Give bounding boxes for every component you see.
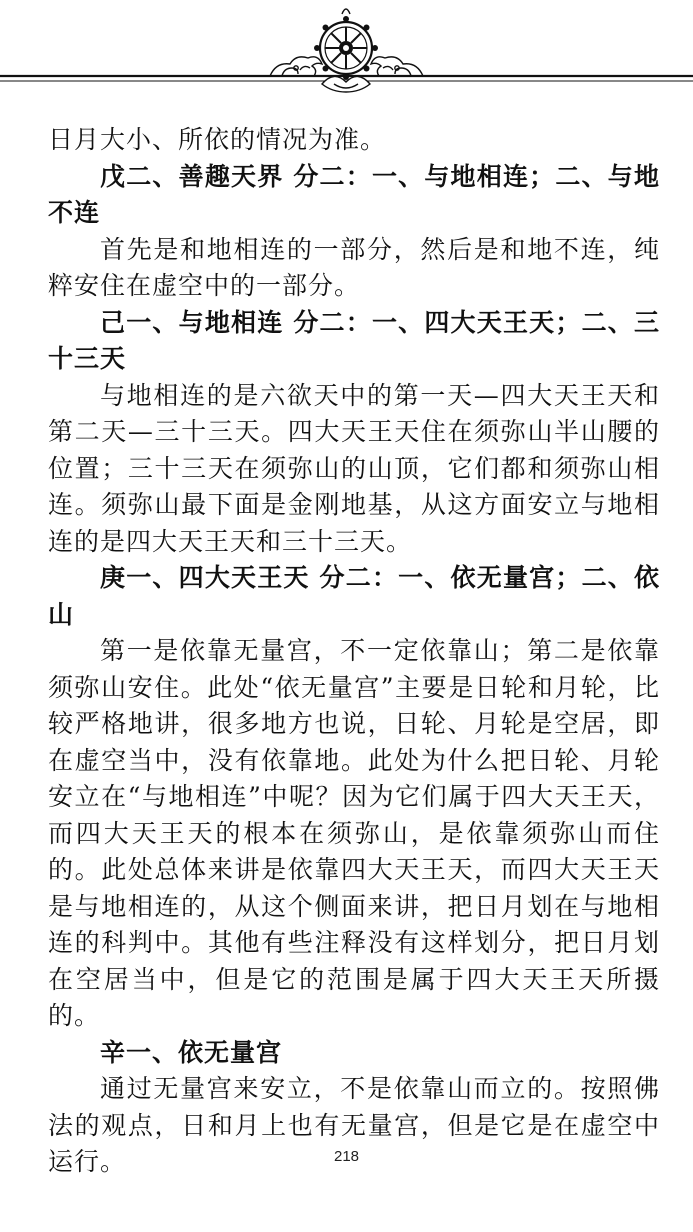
section-heading: 己一、与地相连 分二：一、四大天王天；二、三十三天 bbox=[48, 307, 660, 373]
section-heading: 庚一、四大天王天 分二：一、依无量宫；二、依山 bbox=[48, 563, 660, 629]
body-paragraph: 通过无量宫来安立，不是依靠山而立的。按照佛法的观点，日和月上也有无量宫，但是它是在虚空中运行。 bbox=[48, 1074, 660, 1176]
page-header-ornament bbox=[0, 0, 693, 110]
right-cloud-ornament bbox=[371, 57, 423, 76]
left-cloud-ornament bbox=[270, 57, 322, 76]
section-heading: 辛一、依无量宫 bbox=[100, 1037, 283, 1067]
body-paragraph: 日月大小、所依的情况为准。 bbox=[48, 125, 387, 154]
body-paragraph: 与地相连的是六欲天中的第一天—四大天王天和第二天—三十三天。四大天王天住在须弥山半山腰的位置；三十三天在须弥山的山顶，它们都和须弥山相连。须弥山最下面是金刚地基，从这方面安立与地相连的是四大天王天和三十三天。 bbox=[48, 380, 660, 556]
body-paragraph: 第一是依靠无量宫，不一定依靠山；第二是依靠须弥山安住。此处“依无量宫”主要是日轮和月轮，比较严格地讲，很多地方也说，日轮、月轮是空居，即在虚空当中，没有依靠地。此处为什么把日轮、月轮安立在“与地相连”中呢？因为它们属于四大天王天，而四大天王天的根本在须弥山，是依靠须弥山而住的。此处总体来讲是依靠四大天王天，而四大天王天是与地相连的，从这个侧面来讲，把日月划在与地相连的科判中。其他有些注释没有这样划分，把日月划在空居当中，但是它的范围是属于四大天王天所摄的。 bbox=[48, 636, 660, 1030]
page-body bbox=[48, 122, 660, 1181]
body-paragraph: 首先是和地相连的一部分，然后是和地不连，纯粹安住在虚空中的一部分。 bbox=[48, 234, 660, 300]
dharma-wheel-icon bbox=[314, 9, 378, 80]
section-heading: 戊二、善趣天界 分二：一、与地相连；二、与地不连 bbox=[48, 161, 660, 227]
page-number: 218 bbox=[333, 1148, 360, 1165]
